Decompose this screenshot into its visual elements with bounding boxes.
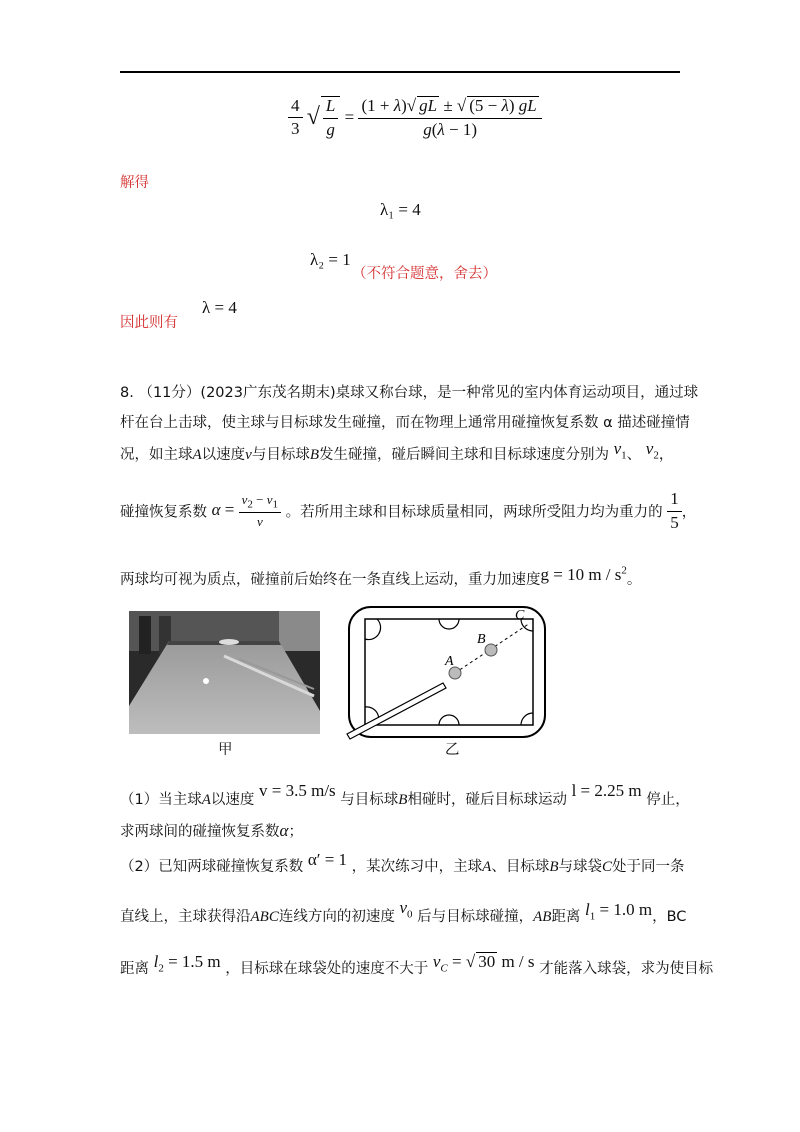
- label-c: C: [515, 608, 525, 623]
- billiards-diagram: [345, 603, 557, 743]
- billiards-photo: [129, 611, 320, 734]
- header-rule: [120, 71, 680, 73]
- lambda-final-equation: λ = 4: [202, 298, 237, 317]
- figure-label-jia: 甲: [218, 742, 233, 758]
- question-2-line-2: 直线上，主球获得沿ABC连线方向的初速度 $v_0$ 后与目标球碰撞，AB距离 $l_1 = 1.0$ m，BC: [120, 898, 687, 925]
- problem-line-2: 杆在台上击球，使主球与目标球发生碰撞，而在物理上通常用碰撞恢复系数 α 描述碰撞情: [120, 415, 690, 431]
- solve-label: 解得: [120, 175, 149, 191]
- therefore-label: 因此则有: [120, 315, 178, 331]
- question-1-line-1: （1）当主球A以速度 v = 3.5 m/s 与目标球B相碰时，碰后目标球运动 l = 2.25 m 停止，: [120, 781, 690, 808]
- reject-note: （不符合题意，舍去）: [352, 266, 497, 282]
- question-1-line-2: 求两球间的碰撞恢复系数α；: [120, 821, 303, 840]
- label-a: A: [445, 654, 454, 669]
- lambda1-equation: λ₁ = 4: [380, 200, 421, 219]
- question-2-line-3: 距离 $l_2 = 1.5$ m ，目标球在球袋处的速度不大于 $v_C$ = √ 30 m / s 才能落入球袋，求为使目标: [120, 952, 714, 977]
- ball-b: [485, 644, 497, 656]
- equation-top: $\frac{4}{3}$ √ $\frac{L}{g}$ = $\frac{(1 + \lambda)√ gL \pm √ (5 - \lambda) gL}{g(\lambda - 1)}$: [288, 96, 542, 139]
- figure-label-yi: 乙: [445, 742, 460, 758]
- problem-line-4: 碰撞恢复系数 α = $\frac{v_2 - v_1}{v}$ 。若所用主球和目标球质量相同，两球所受阻力均为重力的 $\frac{1}{5}$ ，: [120, 489, 697, 532]
- problem-line-1: 8. （11分）(2023广东茂名期末)桌球又称台球，是一种常见的室内体育运动项目，通过球: [120, 385, 699, 401]
- lambda2-equation: λ₂ = 1: [310, 250, 351, 269]
- question-2-line-1: （2）已知两球碰撞恢复系数 α′ = 1 ，某次练习中，主球A、目标球B与球袋C处于同一条: [120, 850, 685, 875]
- label-b: B: [477, 632, 486, 647]
- problem-line-3: 况，如主球A以速度v与目标球B发生碰撞，碰后瞬间主球和目标球速度分别为 $v_1$、 $v_2$，: [120, 439, 674, 463]
- problem-line-5: 两球均可视为质点，碰撞前后始终在一条直线上运动，重力加速度g = 10 m / $s^2$。: [120, 564, 642, 588]
